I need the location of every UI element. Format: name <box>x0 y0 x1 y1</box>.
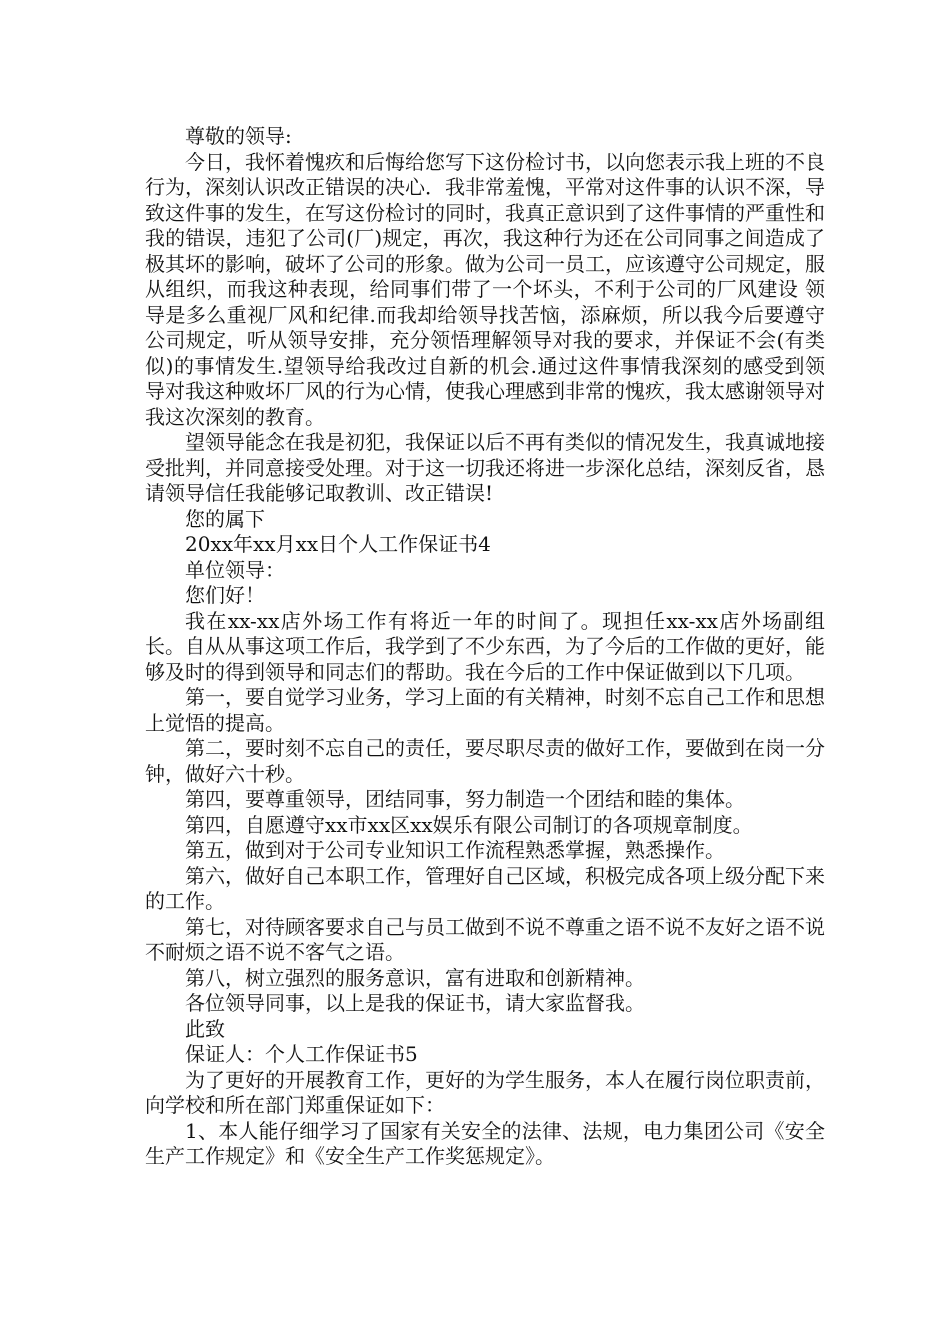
paragraph-education: 为了更好的开展教育工作，更好的为学生服务，本人在履行岗位职责前，向学校和所在部门郑重保证如下： <box>145 1067 825 1117</box>
pledge-item-5: 第五，做到对于公司专业知识工作流程熟悉掌握，熟悉操作。 <box>185 838 725 862</box>
paragraph-promise: 望领导能念在我是初犯，我保证以后不再有类似的情况发生，我真诚地接受批判，并同意接受处理。对于这一切我还将进一步深化总结，深刻反省，恳请领导信任我能够记取教训、改正错误! <box>145 430 825 505</box>
addressee: 单位领导： <box>185 557 285 582</box>
salutation: 尊敬的领导: <box>185 124 292 148</box>
pledge-safety-1: 1、本人能仔细学习了国家有关安全的法律、法规，电力集团公司《安全生产工作规定》和《安全生产工作奖惩规定》。 <box>145 1118 825 1168</box>
pledge-item-7: 第七，对待顾客要求自己与员工做到不说不尊重之语不说不友好之语不说不耐烦之语不说不客气之语。 <box>145 914 825 964</box>
pledge-item-1: 第一，要自觉学习业务，学习上面的有关精神，时刻不忘自己工作和思想上觉悟的提高。 <box>145 685 825 735</box>
greeting: 您们好！ <box>185 583 265 607</box>
pledge-item-8: 第八，树立强烈的服务意识，富有进取和创新精神。 <box>185 965 645 990</box>
signature-line: 您的属下 <box>185 506 265 531</box>
guarantor-and-heading-5: 保证人：个人工作保证书5 <box>185 1042 418 1066</box>
pledge-item-2: 第二，要时刻不忘自己的责任，要尽职尽责的做好工作，要做到在岗一分钟，做好六十秒。 <box>145 736 825 786</box>
pledge-item-3: 第四，要尊重领导，团结同事，努力制造一个团结和睦的集体。 <box>185 787 745 811</box>
document-body <box>145 124 825 1170</box>
paragraph-intro: 我在xx-xx店外场工作有将近一年的时间了。现担任xx-xx店外场副组长。自从从事这项工作后，我学到了不少东西，为了今后的工作做的更好，能够及时的得到领导和同志们的帮助。我在今后的工作中保证做到以下几项。 <box>145 608 825 684</box>
pledge-item-6: 第六，做好自己本职工作，管理好自己区域，积极完成各项上级分配下来的工作。 <box>145 863 825 913</box>
paragraph-apology: 今日，我怀着愧疚和后悔给您写下这份检讨书，以向您表示我上班的不良行为，深刻认识改正错误的决心．我非常羞愧，平常对这件事的认识不深，导致这件事的发生，在写这份检讨的同时，我真正意识到了这件事情的严重性和我的错误，违犯了公司(厂)规定，再次，我这种行为还在公司同事之间造成了极其坏的影响，破坏了公司的形象。做为公司一员工，应该遵守公司规定，服从组织，而我这种表现，给同事们带了一个坏头，不利于公司的厂风建设 领导是多么重视厂风和纪律.而我却给领导找苦恼，添麻烦，所以我今后要遵守公司规定，听从领导安排，充分领悟理解领导对我的要求，并保证不会(有类似)的事情发生.望领导给我改过自新的机会.通过这件事情我深刻的感受到领导对我这种败坏厂风的行为心情，使我心理感到非常的愧疚，我太感谢领导对我这次深刻的教育。 <box>145 149 825 429</box>
date-and-heading-4: 20xx年xx月xx日个人工作保证书4 <box>185 532 491 556</box>
closing-salute: 此致 <box>185 1016 225 1041</box>
pledge-item-4: 第四，自愿遵守xx市xx区xx娱乐有限公司制订的各项规章制度。 <box>185 812 753 837</box>
closing-request: 各位领导同事，以上是我的保证书，请大家监督我。 <box>185 991 645 1015</box>
